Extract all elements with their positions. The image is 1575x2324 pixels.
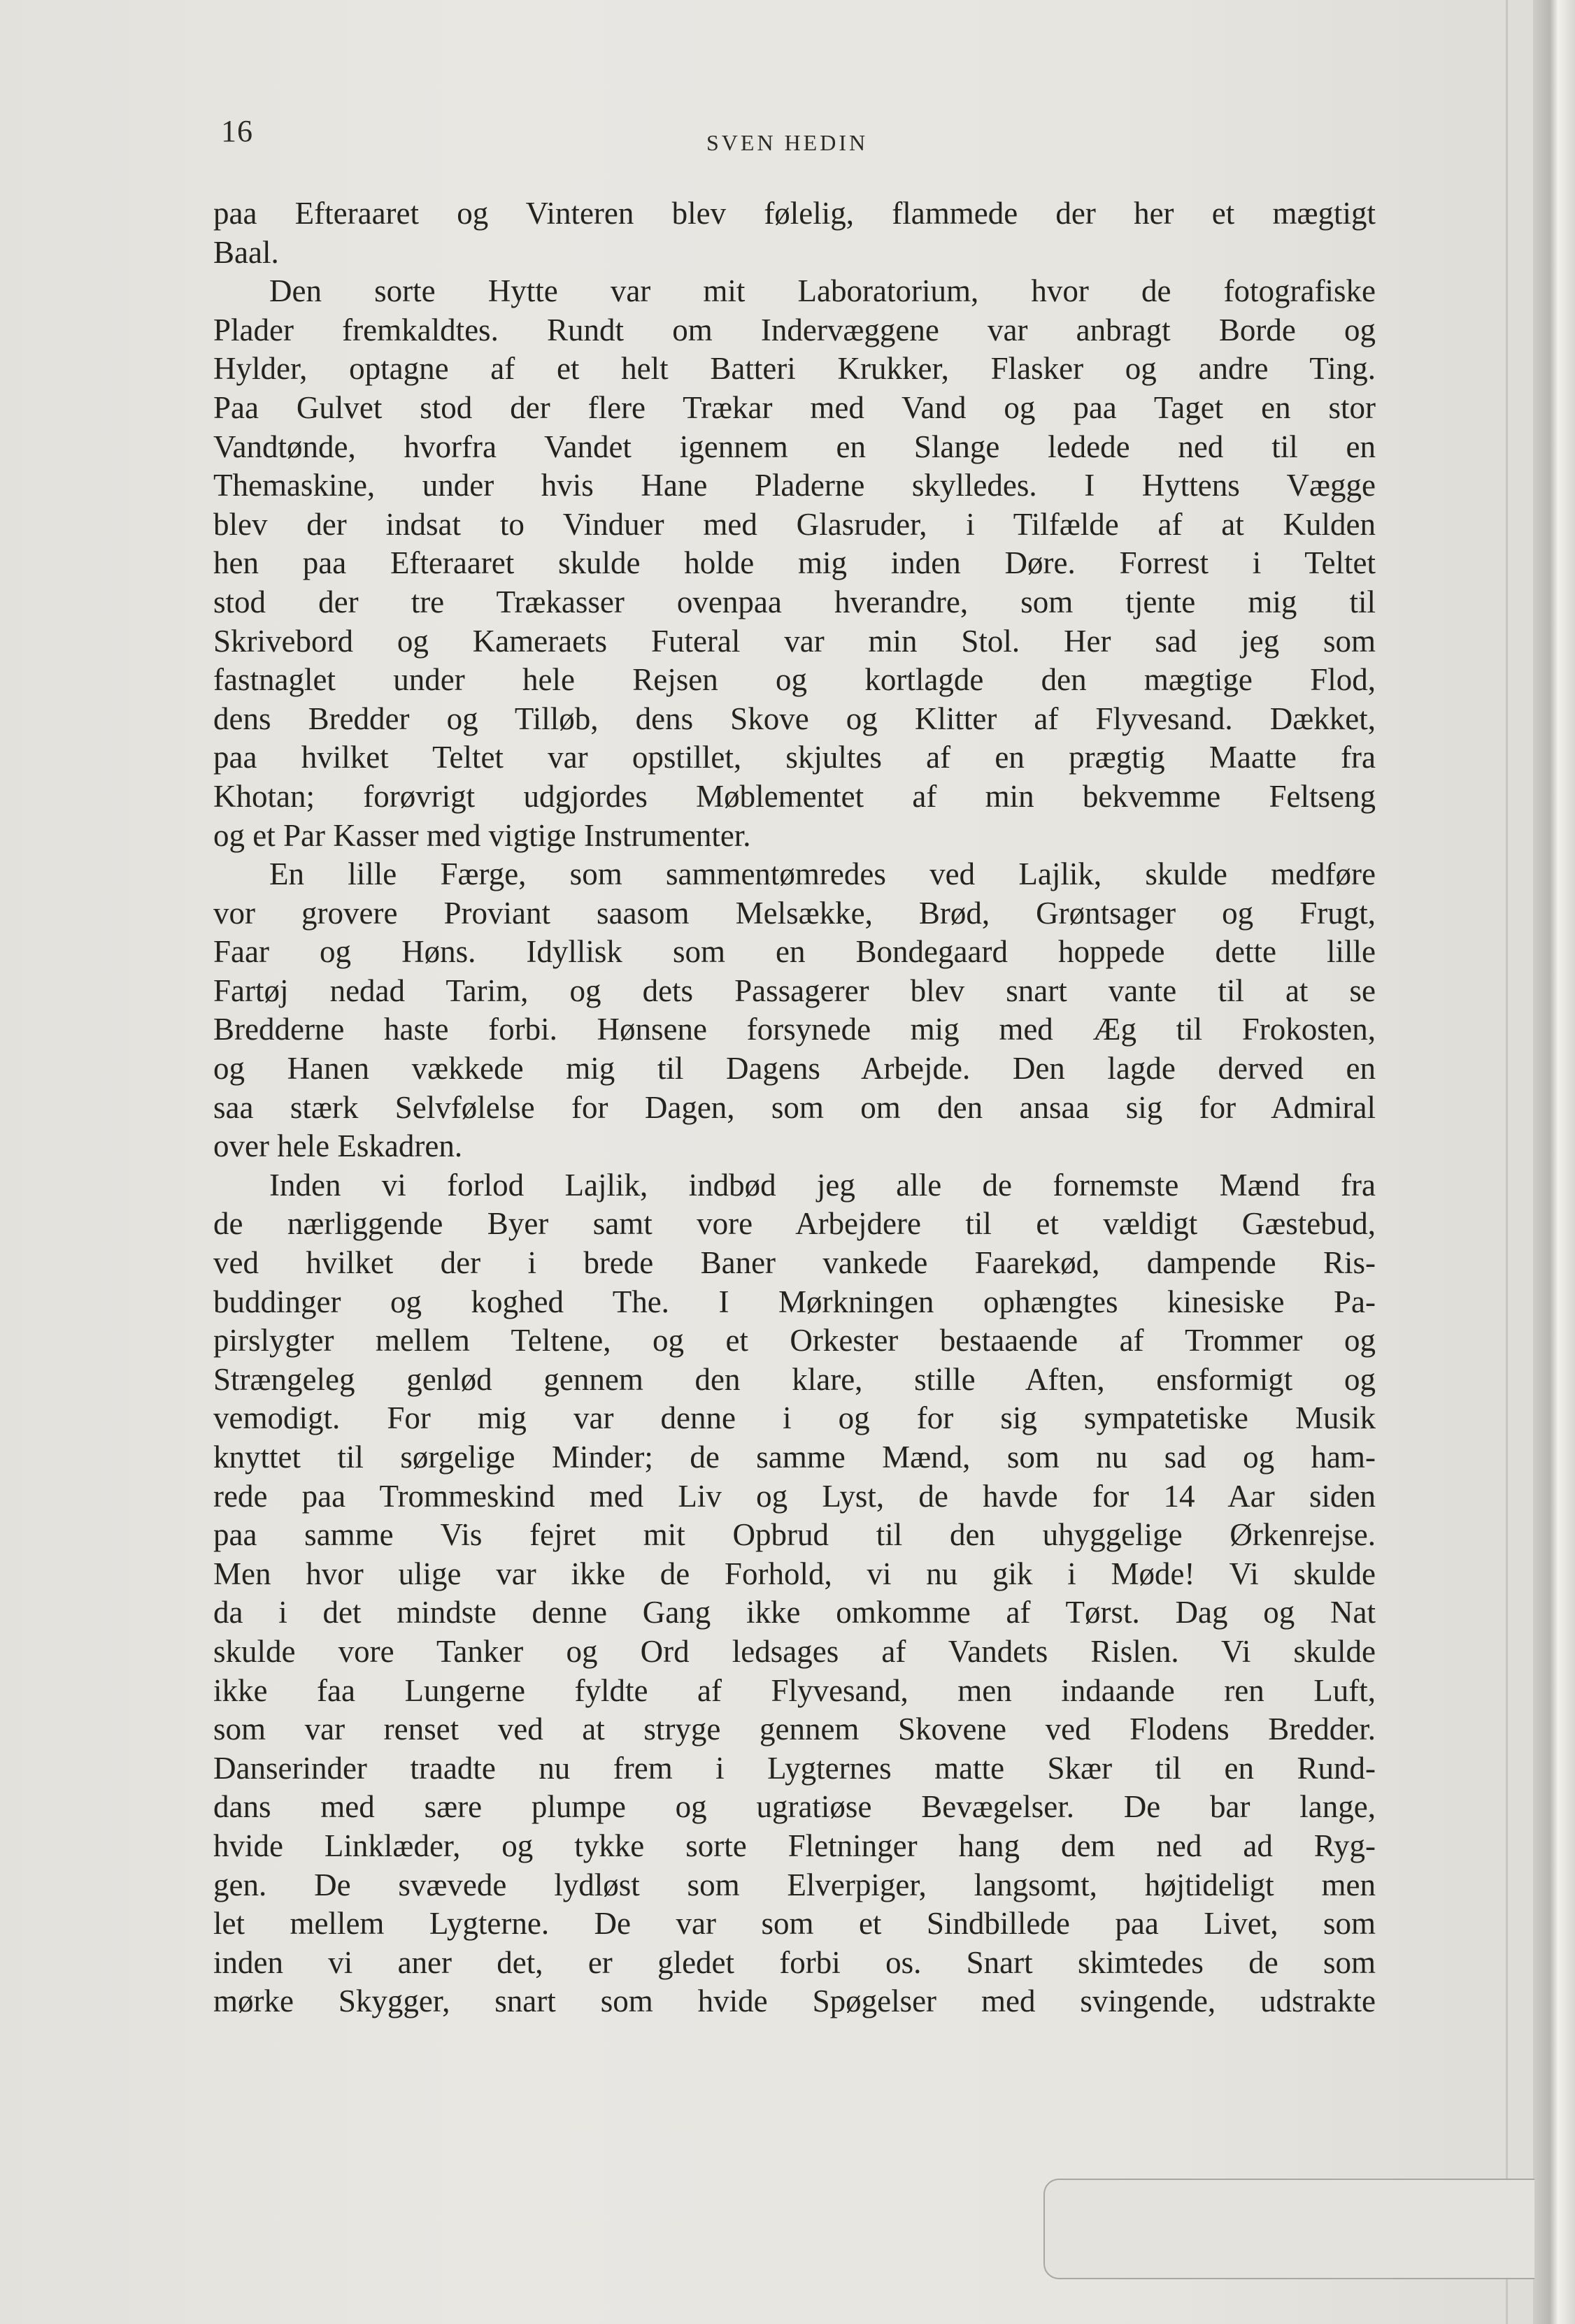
text-line: gen. De svævede lydløst som Elverpiger, langsomt, højtideligt men: [213, 1867, 1376, 1902]
text-line: paa samme Vis fejret mit Opbrud til den uhyggelige Ørkenrejse.: [213, 1517, 1376, 1553]
text-line: dans med sære plumpe og ugratiøse Bevægelser. De bar lange,: [213, 1789, 1376, 1825]
text-line: inden vi aner det, er gledet forbi os. Snart skimtedes de som: [213, 1944, 1376, 1980]
text-line: Den sorte Hytte var mit Laboratorium, hvor de fotografiske: [269, 273, 1376, 309]
text-line: Bredderne haste forbi. Hønsene forsynede mig med Æg til Frokosten,: [213, 1012, 1376, 1047]
text-line: Baal.: [213, 234, 279, 270]
text-line: Fartøj nedad Tarim, og dets Passagerer blev snart vante til at se: [213, 973, 1376, 1008]
text-line: blev der indsat to Vinduer med Glasruder, i Tilfælde af at Kulden: [213, 506, 1376, 542]
text-line: og et Par Kasser med vigtige Instrumenter.: [213, 817, 751, 853]
text-line: En lille Færge, som sammentømredes ved Lajlik, skulde medføre: [269, 856, 1376, 892]
text-line: Men hvor ulige var ikke de Forhold, vi nu gik i Møde! Vi skulde: [213, 1556, 1376, 1591]
text-line: knyttet til sørgelige Minder; de samme Mænd, som nu sad og ham-: [213, 1440, 1376, 1475]
text-line: vemodigt. For mig var denne i og for sig sympatetiske Musik: [213, 1400, 1376, 1436]
running-head: SVEN HEDIN: [706, 130, 869, 155]
text-line: Faar og Høns. Idyllisk som en Bondegaard hoppede dette lille: [213, 934, 1376, 970]
body-text: [213, 194, 1376, 2021]
text-line: skulde vore Tanker og Ord ledsages af Vandets Rislen. Vi skulde: [213, 1633, 1376, 1669]
text-line: over hele Eskadren.: [213, 1128, 463, 1164]
text-line: Skrivebord og Kameraets Futeral var min Stol. Her sad jeg som: [213, 623, 1376, 659]
text-line: fastnaglet under hele Rejsen og kortlagde den mægtige Flod,: [213, 662, 1376, 698]
text-line: let mellem Lygterne. De var som et Sindbillede paa Livet, som: [213, 1906, 1376, 1942]
text-line: stod der tre Trækasser ovenpaa hverandre, som tjente mig til: [213, 584, 1376, 619]
text-line: Vandtønde, hvorfra Vandet igennem en Slange ledede ned til en: [213, 429, 1376, 464]
text-line: paa hvilket Teltet var opstillet, skjultes af en prægtig Maatte fra: [213, 740, 1376, 775]
text-line: hen paa Efteraaret skulde holde mig inden Døre. Forrest i Teltet: [213, 545, 1376, 581]
text-line: Themaskine, under hvis Hane Pladerne skylledes. I Hyttens Vægge: [213, 468, 1376, 503]
text-line: de nærliggende Byer samt vore Arbejdere til et vældigt Gæstebud,: [213, 1206, 1376, 1242]
text-line: buddinger og koghed The. I Mørkningen ophængtes kinesiske Pa-: [213, 1284, 1376, 1319]
text-line: pirslygter mellem Teltene, og et Orkester bestaaende af Trommer og: [213, 1323, 1376, 1358]
text-line: som var renset ved at stryge gennem Skovene ved Flodens Bredder.: [213, 1712, 1376, 1747]
text-line: Danserinder traadte nu frem i Lygternes matte Skær til en Rund-: [213, 1750, 1376, 1786]
binding-edge: [1533, 0, 1575, 2324]
text-line: ved hvilket der i brede Baner vankede Faarekød, dampende Ris-: [213, 1245, 1376, 1281]
text-line: vor grovere Proviant saasom Melsække, Brød, Grøntsager og Frugt,: [213, 895, 1376, 931]
text-line: ikke faa Lungerne fyldte af Flyvesand, men indaande ren Luft,: [213, 1672, 1376, 1708]
text-line: og Hanen vækkede mig til Dagens Arbejde. Den lagde derved en: [213, 1051, 1376, 1086]
text-line: Hylder, optagne af et helt Batteri Krukker, Flasker og andre Ting.: [213, 351, 1376, 387]
text-line: Plader fremkaldtes. Rundt om Indervæggene var anbragt Borde og: [213, 312, 1376, 347]
page-number: 16: [221, 114, 253, 148]
text-line: da i det mindste denne Gang ikke omkomme af Tørst. Dag og Nat: [213, 1595, 1376, 1630]
text-line: paa Efteraaret og Vinteren blev følelig, flammede der her et mægtigt: [213, 196, 1376, 231]
text-line: Khotan; forøvrigt udgjordes Møblementet af min bekvemme Feltseng: [213, 778, 1376, 814]
text-line: rede paa Trommeskind med Liv og Lyst, de havde for 14 Aar siden: [213, 1478, 1376, 1514]
binding-line: [1506, 0, 1508, 2324]
text-line: hvide Linklæder, og tykke sorte Fletninger hang dem ned ad Ryg-: [213, 1828, 1376, 1863]
text-line: Paa Gulvet stod der flere Trækar med Vand og paa Taget en stor: [213, 389, 1376, 425]
text-line: dens Bredder og Tilløb, dens Skove og Klitter af Flyvesand. Dækket,: [213, 701, 1376, 736]
text-line: Inden vi forlod Lajlik, indbød jeg alle de fornemste Mænd fra: [269, 1167, 1376, 1203]
text-line: saa stærk Selvfølelse for Dagen, som om den ansaa sig for Admiral: [213, 1089, 1376, 1125]
scan-tab-outline: [1043, 2179, 1534, 2279]
text-line: Strængeleg genlød gennem den klare, stille Aften, ensformigt og: [213, 1361, 1376, 1397]
text-line: mørke Skygger, snart som hvide Spøgelser med svingende, udstrakte: [213, 1984, 1376, 2019]
